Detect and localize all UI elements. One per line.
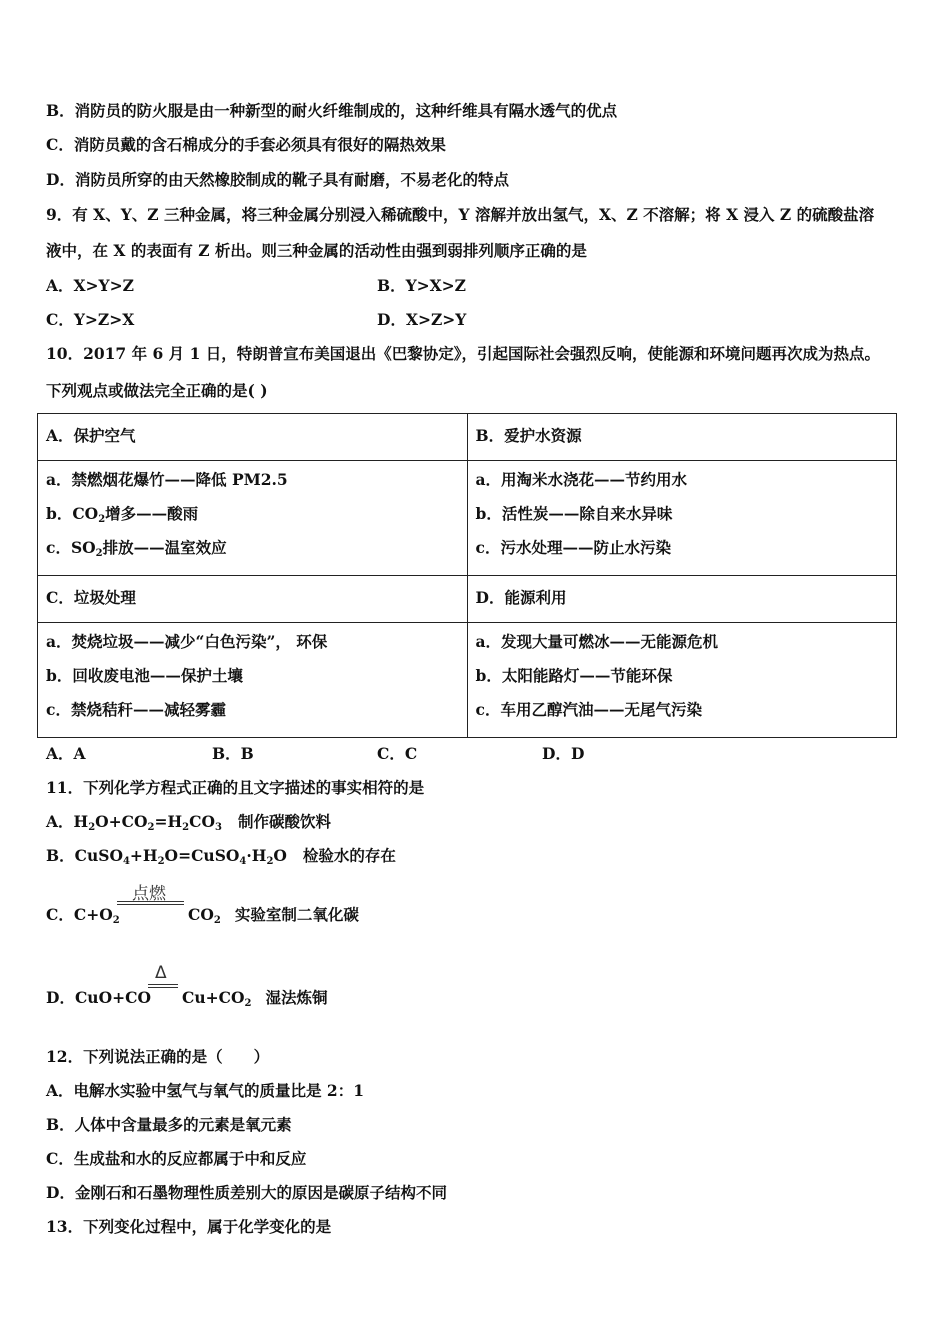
q10-stem-line1: 10．2017 年 6 月 1 日，特朗普宣布美国退出《巴黎协定》，引起国际社会强烈反响，使能源和环境问题再次成为热点。: [46, 344, 881, 363]
cell-d-item-2: b．太阳能路灯——节能环保: [475, 666, 673, 685]
q12-stem: 12．下列说法正确的是（ ）: [46, 1047, 270, 1066]
cell-a-item-1: a．禁燃烟花爆竹——降低 PM2.5: [46, 470, 288, 489]
q11-c-products: $CO_2$ 实验室制二氧化碳: [188, 905, 359, 926]
q11-a-equation: $H_2O+CO_2=H_2CO_3$: [73, 812, 222, 833]
q8-option-d: D．消防员所穿的由天然橡胶制成的靴子具有耐磨，不易老化的特点: [46, 170, 509, 189]
cell-a-item-2: b．$CO_2$增多——酸雨: [46, 504, 199, 525]
q11-option-b: B．$CuSO_4+H_2O=CuSO_4\cdot H_2O$ 检验水的存在: [46, 846, 396, 867]
q11-d-equals-sign: [148, 984, 178, 988]
q12-option-a: A．电解水实验中氢气与氧气的质量比是 2：1: [46, 1081, 364, 1100]
q11-option-d: D．CuO+CO: [46, 988, 151, 1007]
q10-option-c: C．C: [377, 744, 418, 763]
q12-option-c: C．生成盐和水的反应都属于中和反应: [46, 1149, 307, 1168]
q11-d-reactants: CuO+CO: [74, 988, 151, 1007]
cell-c-item-3: c．禁烧秸秆——减轻雾霾: [46, 700, 226, 719]
q11-c-condition: 点燃: [132, 884, 166, 904]
table-cell-a-body: [38, 461, 468, 576]
cell-b-item-1: a．用淘米水浇花——节约用水: [475, 470, 688, 489]
cell-a-item-3: c．$SO_2$排放——温室效应: [46, 538, 227, 559]
q12-option-b: B．人体中含量最多的元素是氧元素: [46, 1115, 292, 1134]
q8-option-c: C．消防员戴的含石棉成分的手套必须具有很好的隔热效果: [46, 135, 446, 154]
q13-stem: 13．下列变化过程中，属于化学变化的是: [46, 1217, 332, 1236]
table-cell-a-head: [38, 414, 468, 461]
q8-option-b: B．消防员的防火服是由一种新型的耐火纤维制成的，这种纤维具有隔水透气的优点: [46, 101, 618, 120]
q11-option-a: A．$H_2O+CO_2=H_2CO_3$ 制作碳酸饮料: [46, 812, 331, 833]
cell-d-heading: D．能源利用: [475, 588, 567, 607]
q12-option-d: D．金刚石和石墨物理性质差别大的原因是碳原子结构不同: [46, 1183, 447, 1202]
cell-c-heading: C．垃圾处理: [46, 588, 136, 607]
q10-option-d: D．D: [542, 744, 585, 763]
q9-option-c: C．Y>Z>X: [46, 310, 135, 329]
cell-c-item-2: b．回收废电池——保护土壤: [46, 666, 243, 685]
table-cell-b-head: [467, 414, 897, 461]
cell-b-item-3: c．污水处理——防止水污染: [475, 538, 671, 557]
table-cell-b-body: [467, 461, 897, 576]
table-cell-d-body: [467, 623, 897, 738]
q11-stem: 11．下列化学方程式正确的且文字描述的事实相符的是: [46, 778, 425, 797]
q11-d-condition: Δ: [155, 963, 167, 983]
q11-option-c: C．$C+O_2$: [46, 905, 120, 926]
q10-option-a: A．A: [46, 744, 86, 763]
table-cell-d-head: [467, 576, 897, 623]
table-cell-c-body: [38, 623, 468, 738]
q9-option-a: A．X>Y>Z: [46, 276, 134, 295]
q11-d-products: $Cu+CO_2$ 湿法炼铜: [182, 988, 328, 1009]
q9-option-d: D．X>Z>Y: [377, 310, 467, 329]
q9-stem-line1: 9．有 X、Y、Z 三种金属，将三种金属分别浸入稀硫酸中，Y 溶解并放出氢气，X、Z 不溶解；将 X 浸入 Z 的硫酸盐溶: [46, 205, 875, 224]
table-cell-c-head: [38, 576, 468, 623]
cell-b-heading: B．爱护水资源: [475, 426, 582, 445]
cell-b-item-2: b．活性炭——除自来水异味: [475, 504, 673, 523]
cell-c-item-1: a．焚烧垃圾——减少“白色污染”， 环保: [46, 632, 328, 651]
q10-stem-line2: 下列观点或做法完全正确的是( ): [46, 381, 268, 400]
cell-d-item-3: c．车用乙醇汽油——无尾气污染: [475, 700, 702, 719]
cell-d-item-1: a．发现大量可燃冰——无能源危机: [475, 632, 719, 651]
cell-a-heading: A．保护空气: [46, 426, 136, 445]
q10-option-b: B．B: [212, 744, 254, 763]
q9-stem-line2: 液中，在 X 的表面有 Z 析出。则三种金属的活动性由强到弱排列顺序正确的是: [46, 241, 587, 260]
q9-option-b: B．Y>X>Z: [377, 276, 466, 295]
q10-options-table: [37, 413, 897, 738]
q11-c-reactants: $C+O_2$: [73, 905, 120, 926]
q11-c-equals-sign: [117, 901, 184, 905]
q11-b-equation: $CuSO_4+H_2O=CuSO_4\cdot H_2O$: [74, 846, 287, 867]
